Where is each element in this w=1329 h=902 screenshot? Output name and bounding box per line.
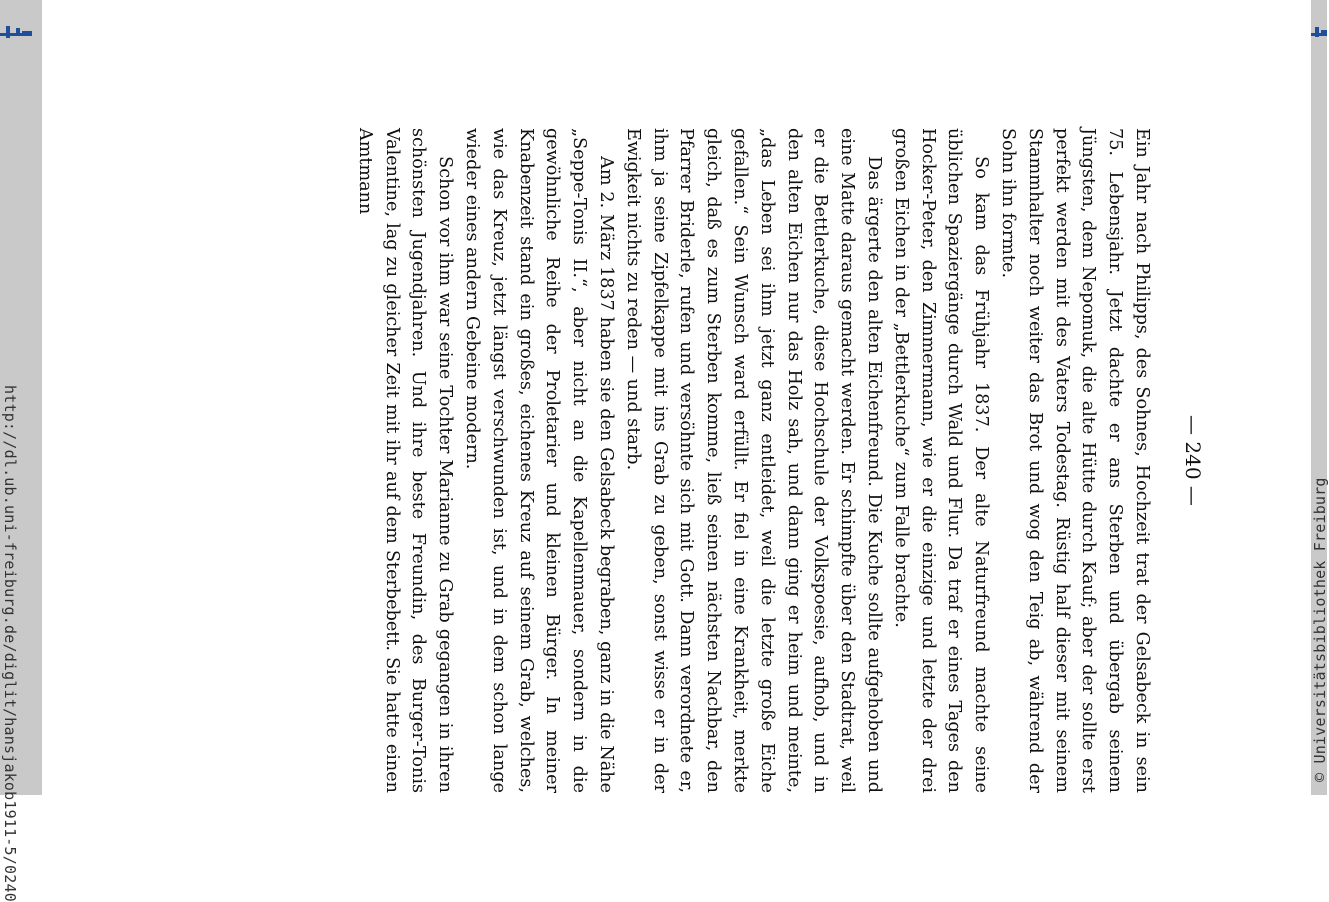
paragraph: Am 2. März 1837 haben sie den Gelsabeck begraben, ganz in die Nähe „Seppe-Tonis II.“, aber nicht an die Kapellenmauer, sondern in die gewöhnliche Reihe der Proletarier und kleinen Bürger. In meiner Knabenzeit stand ein großes, eichenes Kreuz auf seinem Grab, welches, wie das Kreuz, jetzt längst verschwunden ist, und in dem schon lange wieder eines andern Gebeine modern.	[462, 128, 617, 793]
rotated-page	[215, 128, 1215, 793]
right-copyright: © Universitätsbibliothek Freiburg	[1311, 477, 1329, 782]
page-number: — 240 —	[1181, 415, 1205, 506]
library-logo-icon	[0, 24, 32, 38]
paragraph: Schon vor ihm war seine Tochter Marianne zu Grab gegangen in ihren schönsten Jugendjahren. Und ihre beste Freundin, des Burger-Tonis Valentine, lag zu gleicher Zeit mit ihr auf dem Sterbebett. Sie hatte einen Amtmann	[354, 128, 456, 793]
left-copyright	[0, 562, 1, 867]
paragraph: So kam das Frühjahr 1837. Der alte Naturfreund machte seine üblichen Spaziergänge durch Wald und Flur. Da traf er eines Tages den Hocker-Peter, den Zimmermann, wie er die einzige und letzte der drei großen Eichen in der „Bettlerkuche“ zum Falle brachte.	[890, 128, 992, 793]
library-logo-icon-right	[1311, 24, 1327, 38]
paragraph: Ein Jahr nach Philipps, des Sohnes, Hochzeit trat der Gelsabeck in sein 75. Lebensjahr. Jetzt dachte er ans Sterben und übergab seinem Jüngsten, dem Nepomuk, die alte Hütte durch Kauf; aber der sollte erst perfekt werden mit des Vaters Todestag. Rüstig half dieser mit seinem Stammhalter noch weiter das Brot und wog den Teig ab, während der Sohn ihn formte.	[998, 128, 1152, 793]
source-url[interactable]: http://dl.ub.uni-freiburg.de/diglit/hansjakob1911-5/0240	[1, 385, 19, 902]
paragraph: Das ärgerte den alten Eichenfreund. Die Kuche sollte aufgehoben und eine Matte daraus gemacht werden. Er schimpfte über den Stadtrat, weil er die Bettlerkuche, diese Hochschule der Volkspoesie, aufhob, und in den alten Eichen nur das Holz sah, und dann ging er heim und meinte, „das Leben sei ihm jetzt ganz entleidet, weil die letzte große Eiche gefallen.“ Sein Wunsch ward erfüllt. Er fiel in eine Krankheit, merkte gleich, daß es zum Sterben komme, ließ seinen nächsten Nachbar, den Pfarrer Briderle, rufen und versöhnte sich mit Gott. Dann verordnete er, ihm ja seine Zipfelkappe mit ins Grab zu geben, sonst wisse er in der Ewigkeit nichts zu reden — und starb.	[622, 128, 885, 793]
